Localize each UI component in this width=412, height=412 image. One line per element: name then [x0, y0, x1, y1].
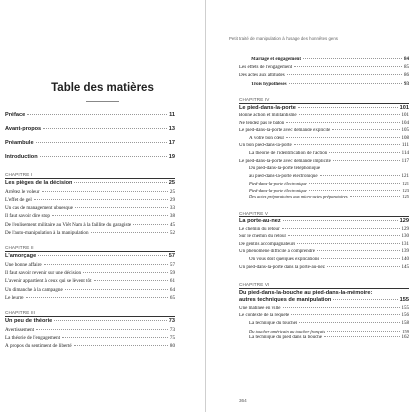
toc-entry-label: Une bonne affaire — [5, 261, 42, 268]
toc-entry-page: 59 — [169, 270, 175, 277]
toc-entry-page: 45 — [169, 221, 175, 228]
toc-entry-label: autres techniques de manipulation — [239, 297, 332, 304]
chapter-title — [5, 180, 175, 186]
toc-entry-page: 25 — [168, 179, 175, 186]
leader-dots — [317, 250, 400, 251]
toc-entry-page: 156 — [401, 313, 409, 319]
toc-entry-label: Un phénomène difficile à comprendre — [239, 249, 315, 255]
leader-dots — [332, 129, 399, 130]
toc-entry — [239, 65, 409, 70]
toc-entry-label: Sur le chemin du retour — [239, 234, 287, 240]
toc-entry-page: 80 — [169, 343, 175, 350]
leader-dots — [297, 243, 399, 244]
toc-entry — [5, 327, 175, 333]
toc-entry — [249, 194, 409, 199]
running-header: Petit traité de manipulation à l'usage des honnêtes gens — [229, 36, 338, 41]
toc-entry-label: Un dimanche à la campagne — [5, 286, 63, 293]
toc-entry-label: Du pied-dans-la-porte téléphonique — [249, 166, 321, 172]
section-rule — [239, 288, 409, 289]
toc-entry-page: 17 — [168, 140, 175, 146]
toc-entry-page: 29 — [169, 196, 175, 203]
toc-entry-label: Un bon pied-dans-la-porte — [239, 143, 292, 149]
toc-entry — [249, 174, 409, 179]
toc-entry — [5, 189, 175, 195]
toc-entry-page: 13 — [168, 126, 175, 132]
toc-entry-label: Il faut savoir revenir sur une décision — [5, 270, 82, 277]
toc-entry — [5, 230, 175, 236]
toc-entry — [239, 227, 409, 232]
toc-entry-page: 139 — [401, 249, 409, 255]
chapter-title — [239, 297, 409, 303]
leader-dots — [65, 289, 168, 290]
leader-dots — [294, 144, 400, 145]
toc-entry — [239, 265, 409, 270]
section-rule — [5, 178, 175, 179]
toc-entry-page: 123 — [402, 187, 409, 193]
leader-dots — [289, 83, 402, 84]
leader-dots — [283, 220, 398, 221]
toc-entry-label: Il faut savoir dire stop — [5, 213, 50, 220]
toc-entry — [249, 166, 409, 171]
leader-dots — [74, 345, 168, 346]
toc-entry-label: La théorie de l'engagement — [5, 335, 61, 342]
leader-dots — [350, 196, 401, 197]
toc-entry-label: Le leurre — [5, 295, 24, 301]
toc-entry-label: L'avenir appartient à ceux qui se lèvent tôt — [5, 278, 92, 285]
toc-entry-page: 11 — [169, 112, 175, 118]
right-page — [207, 0, 412, 412]
leader-dots — [327, 331, 400, 332]
leader-dots — [36, 142, 167, 143]
toc-entry-label: L'amorçage — [5, 252, 37, 259]
leader-dots — [43, 128, 167, 129]
leader-dots — [27, 114, 167, 115]
toc-entry-page: 159 — [402, 328, 409, 334]
toc-entry-page: 84 — [404, 57, 409, 62]
toc-entry — [5, 343, 175, 349]
toc-entry-page: 131 — [401, 241, 409, 247]
leader-dots — [94, 280, 168, 281]
toc-entry-page: 25 — [169, 188, 175, 195]
leader-dots — [299, 114, 400, 115]
toc-entry — [249, 188, 409, 193]
toc-entry-page: 57 — [168, 252, 175, 259]
toc-title: Table des matières — [51, 82, 154, 94]
toc-entry-label: Le pied-dans-la-porte avec demande implicite — [239, 158, 331, 164]
toc-entry-page: 158 — [401, 320, 409, 326]
leader-dots — [329, 152, 399, 153]
toc-entry-label: Mariage et engagement — [251, 57, 301, 62]
toc-entry-label: au pied-dans-la-porte électronique — [249, 173, 318, 179]
toc-entry-page: 108 — [401, 135, 409, 141]
left-page — [0, 0, 205, 412]
leader-dots — [294, 66, 402, 67]
toc-entry-label: Bonne action et militantisme — [239, 113, 297, 118]
chapter-title — [5, 318, 175, 324]
toc-entry-label: Pied-dans-la-porte électronique — [249, 181, 307, 187]
chapter-label: CHAPITRE II — [5, 245, 34, 251]
toc-entry-page: 121 — [401, 173, 409, 179]
toc-entry-page: 105 — [401, 128, 409, 134]
toc-entry-label: Une matinée en ville — [239, 305, 281, 311]
leader-dots — [52, 215, 168, 216]
toc-entry — [239, 313, 409, 318]
leader-dots — [298, 107, 398, 108]
leader-dots — [62, 337, 168, 338]
toc-entry — [5, 222, 175, 228]
toc-entry-page: 140 — [401, 257, 409, 262]
toc-entry-label: Ne tendez pas le bâton — [239, 120, 285, 126]
toc-entry-label: À votre bon cœur — [249, 135, 285, 141]
toc-entry — [239, 143, 409, 148]
toc-entry-label: Le pied-dans-la-porte avec demande explicite — [239, 128, 331, 134]
toc-entry-label: Un peu de théorie — [5, 317, 53, 324]
leader-dots — [286, 122, 399, 123]
toc-entry-page: 155 — [401, 305, 409, 311]
toc-entry-page: 111 — [401, 143, 409, 149]
toc-entry-page: 125 — [402, 194, 409, 200]
toc-entry — [5, 205, 175, 211]
toc-entry — [5, 262, 175, 268]
chapter-label: CHAPITRE III — [5, 310, 36, 316]
toc-entry-page: 162 — [401, 334, 409, 340]
leader-dots — [38, 255, 167, 256]
toc-entry-page: 145 — [401, 264, 409, 270]
toc-entry-label: Des actes aux attitudes — [239, 73, 285, 79]
front-matter-entry — [5, 140, 175, 146]
toc-entry-label: Les pièges de la décision — [5, 179, 73, 186]
toc-entry-label: Du pied-dans-la-bouche au pied-dans-la-mémoire: — [239, 289, 373, 296]
toc-entry — [239, 249, 409, 254]
toc-entry — [239, 128, 409, 133]
chapter-title — [239, 218, 409, 224]
toc-entry-label: Pied-dans-la-porte électronique — [249, 187, 307, 193]
toc-entry-page: 121 — [402, 181, 409, 187]
leader-dots — [40, 156, 167, 157]
toc-entry-page: 129 — [401, 226, 409, 232]
toc-entry-label: Avertissement — [5, 326, 35, 333]
leader-dots — [327, 266, 400, 267]
toc-entry — [251, 57, 409, 62]
leader-dots — [321, 258, 399, 259]
section-rule — [5, 316, 175, 317]
toc-entry-label: Du toucher américain au toucher français — [249, 328, 326, 334]
toc-entry-label: Avant-propos — [5, 126, 42, 132]
toc-entry — [239, 306, 409, 311]
toc-entry-label: Introduction — [5, 154, 38, 160]
toc-entry — [249, 151, 409, 156]
chapter-label: CHAPITRE V — [239, 210, 269, 216]
toc-entry-page: 64 — [169, 286, 175, 293]
toc-entry — [5, 270, 175, 276]
chapter-label: CHAPITRE IV — [239, 97, 270, 102]
toc-entry-label: Préambule — [5, 140, 34, 146]
toc-entry-page: 101 — [399, 104, 409, 111]
toc-entry — [249, 329, 409, 334]
toc-entry-label: Trois hypothèses — [251, 81, 287, 87]
leader-dots — [309, 183, 401, 184]
leader-dots — [83, 272, 168, 273]
leader-dots — [34, 199, 168, 200]
toc-entry-page: 104 — [401, 120, 409, 126]
toc-entry — [5, 335, 175, 341]
leader-dots — [44, 264, 168, 265]
toc-entry-label: Le chemin du retour — [239, 226, 280, 232]
toc-entry-label: Préface — [5, 112, 26, 118]
toc-entry-label: Les effets de l'engagement — [239, 65, 293, 71]
leader-dots — [288, 235, 399, 236]
toc-entry-page: 114 — [401, 151, 409, 156]
toc-entry — [5, 278, 175, 284]
section-rule — [5, 251, 175, 252]
toc-entry — [249, 181, 409, 186]
toc-entry-page: 57 — [169, 261, 175, 268]
toc-entry-label: La technique du toucher — [249, 320, 298, 326]
toc-entry-page: 85 — [404, 65, 409, 71]
toc-entry-label: De gentils accompagnateurs — [239, 241, 296, 247]
leader-dots — [26, 297, 168, 298]
leader-dots — [282, 228, 400, 229]
section-rule — [239, 103, 409, 104]
leader-dots — [283, 307, 400, 308]
toc-entry-label: La technique du pied dans la bouche — [249, 334, 323, 340]
leader-dots — [291, 314, 399, 315]
toc-entry-label: De l'enlisement militaire au Viêt Nam à la faillite du garagiste — [5, 221, 132, 228]
toc-entry-page: 101 — [401, 113, 409, 118]
title-rule — [86, 101, 119, 102]
toc-entry — [239, 242, 409, 247]
toc-entry — [249, 136, 409, 141]
toc-entry-page: 86 — [404, 73, 409, 79]
toc-entry — [239, 234, 409, 239]
toc-entry — [251, 82, 409, 87]
chapter-label: CHAPITRE I — [5, 172, 33, 177]
toc-entry-label: À propos du sentiment de liberté — [5, 343, 72, 350]
chapter-title — [239, 290, 409, 296]
toc-entry-page: 73 — [168, 317, 175, 324]
leader-dots — [133, 224, 168, 225]
toc-entry-label: De l'auto-manipulation à la manipulation — [5, 230, 89, 236]
leader-dots — [303, 58, 402, 59]
toc-entry — [5, 287, 175, 293]
toc-entry-label: On vous doit quelques explications — [249, 257, 320, 262]
toc-entry-label: La théorie de l'identification de l'action — [249, 151, 328, 156]
toc-entry — [249, 335, 409, 340]
toc-entry — [239, 159, 409, 164]
toc-entry-page: 117 — [401, 158, 409, 164]
toc-entry-page: 130 — [401, 234, 409, 240]
leader-dots — [333, 160, 400, 161]
toc-entry — [239, 121, 409, 126]
leader-dots — [320, 175, 400, 176]
toc-entry-page: 61 — [169, 278, 175, 285]
toc-entry-page: 73 — [169, 326, 175, 333]
leader-dots — [75, 207, 168, 208]
toc-entry — [239, 113, 409, 118]
toc-entry-label: Le contexte de la requête — [239, 313, 290, 319]
toc-entry-label: L'effet de gel — [5, 196, 32, 203]
leader-dots — [42, 191, 168, 192]
front-matter-entry — [5, 126, 175, 132]
toc-entry-label: Un cas de management ubuesque — [5, 205, 73, 212]
leader-dots — [74, 182, 166, 183]
leader-dots — [54, 320, 167, 321]
toc-entry — [5, 295, 175, 301]
toc-entry-page: 19 — [168, 154, 175, 160]
toc-entry-label: Des actes préparatoires aux micro-actes préparatoires — [249, 194, 348, 200]
leader-dots — [286, 137, 399, 138]
toc-entry — [249, 321, 409, 326]
toc-entry — [5, 213, 175, 219]
toc-entry-page: 129 — [399, 218, 409, 225]
toc-entry-label: Arrêtez le voleur — [5, 188, 40, 195]
toc-entry-label: Le pied-dans-la-porte — [239, 104, 296, 111]
toc-entry-label: Un pied-dans-la-porte dans la porte-au-nez — [239, 264, 325, 270]
page-divider — [205, 0, 206, 412]
toc-entry — [239, 73, 409, 78]
leader-dots — [324, 336, 399, 337]
toc-entry-page: 75 — [169, 335, 175, 342]
leader-dots — [333, 299, 397, 300]
front-matter-entry — [5, 154, 175, 160]
section-rule — [239, 216, 409, 217]
toc-entry — [249, 257, 409, 262]
toc-entry-label: La porte-au-nez — [239, 218, 281, 225]
leader-dots — [36, 329, 168, 330]
chapter-title — [239, 105, 409, 111]
front-matter-entry — [5, 112, 175, 118]
chapter-label: CHAPITRE VI — [239, 282, 270, 288]
leader-dots — [299, 322, 399, 323]
toc-entry — [5, 197, 175, 203]
leader-dots — [287, 74, 402, 75]
toc-entry-page: 155 — [399, 297, 409, 304]
toc-entry-page: 33 — [169, 205, 175, 212]
leader-dots — [91, 232, 168, 233]
chapter-title — [5, 253, 175, 259]
toc-entry-page: 93 — [404, 81, 409, 87]
page-folio: 364 — [239, 398, 247, 403]
leader-dots — [309, 190, 401, 191]
toc-entry-page: 52 — [169, 230, 175, 236]
toc-entry-page: 38 — [169, 213, 175, 220]
toc-entry-page: 65 — [169, 295, 175, 301]
